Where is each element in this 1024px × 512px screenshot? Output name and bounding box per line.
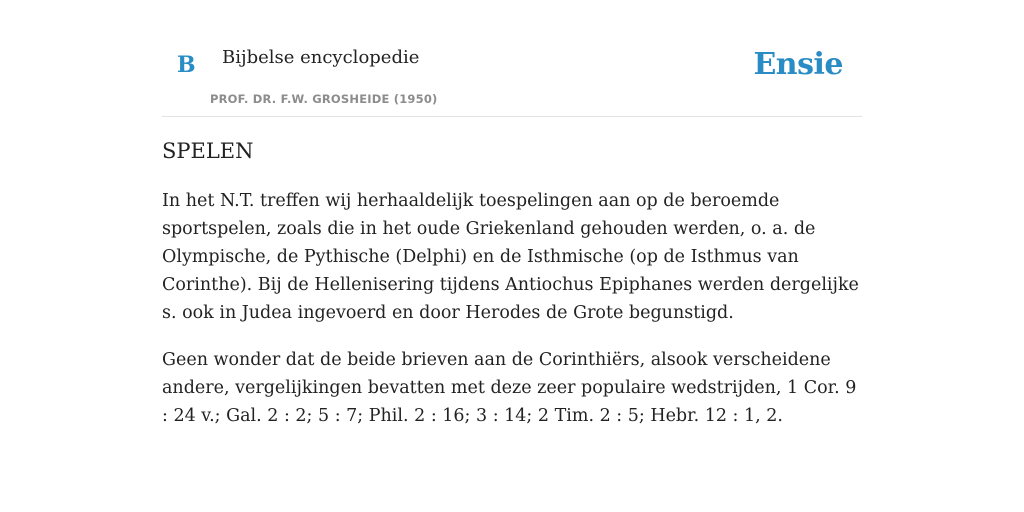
book-author: PROF. DR. F.W. GROSHEIDE (1950) <box>210 92 438 106</box>
entry-paragraph: In het N.T. treffen wij herhaaldelijk toespelingen aan op de beroemde sportspelen, zoals die in het oude Griekenland gehouden werden, o. a. de Olympische, de Pythische (Delphi) en de Isthmische (op de Isthmus van Corinthe). Bij de Hellenisering tijdens Antiochus Epiphanes werden dergelijke s. ook in Judea ingevoerd en door Herodes de Grote begunstigd. <box>162 191 859 324</box>
entry-title: SPELEN <box>162 139 254 163</box>
entry-content <box>162 138 862 449</box>
ensie-logo[interactable]: Ensie <box>753 47 843 82</box>
book-title-link[interactable]: Bijbelse encyclopedie <box>222 47 420 68</box>
book-header <box>162 30 862 117</box>
book-logo-icon[interactable]: B <box>177 52 196 78</box>
entry-paragraph: Geen wonder dat de beide brieven aan de Corinthiërs, alsook verscheidene andere, vergelijkingen bevatten met deze zeer populaire wedstrijden, 1 Cor. 9 : 24 v.; Gal. 2 : 2; 5 : 7; Phil. 2 : 16; 3 : 14; 2 Tim. 2 : 5; Hebr. 12 : 1, 2. <box>162 350 857 427</box>
